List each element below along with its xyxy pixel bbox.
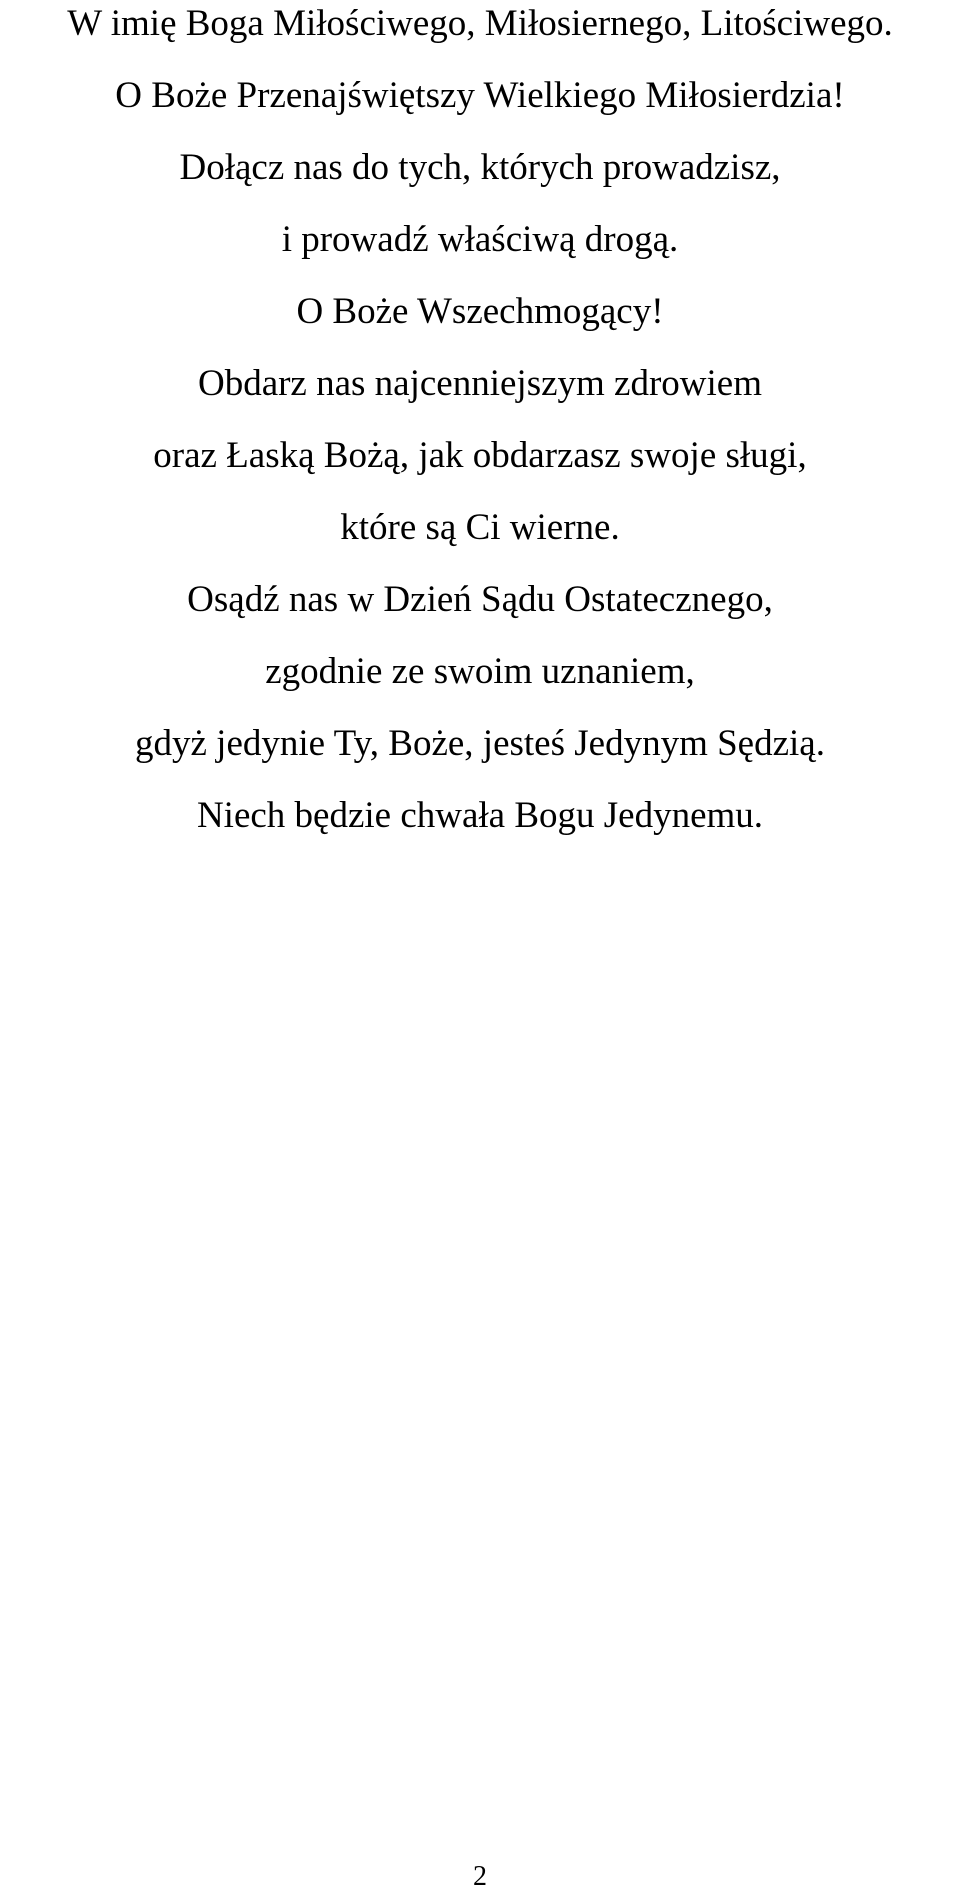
page-number: 2 bbox=[473, 1861, 487, 1892]
prayer-line: i prowadź właściwą drogą. bbox=[281, 219, 679, 260]
prayer-line: Niech będzie chwała Bogu Jedynemu. bbox=[196, 795, 764, 836]
prayer-line: Obdarz nas najcenniejszym zdrowiem bbox=[197, 363, 763, 404]
prayer-line: Dołącz nas do tych, których prowadzisz, bbox=[179, 147, 781, 188]
prayer-line: które są Ci wierne. bbox=[340, 507, 620, 548]
prayer-line: O Boże Wszechmogący! bbox=[296, 291, 664, 332]
prayer-line: Osądź nas w Dzień Sądu Ostatecznego, bbox=[187, 579, 773, 620]
prayer-line: W imię Boga Miłościwego, Miłosiernego, Litościwego. bbox=[67, 3, 893, 44]
prayer-line: gdyż jedynie Ty, Boże, jesteś Jedynym Sędzią. bbox=[135, 723, 825, 764]
prayer-line: O Boże Przenajświętszy Wielkiego Miłosierdzia! bbox=[115, 75, 845, 116]
prayer-line: zgodnie ze swoim uznaniem, bbox=[265, 651, 695, 692]
prayer-line: oraz Łaską Bożą, jak obdarzasz swoje sługi, bbox=[153, 435, 807, 476]
